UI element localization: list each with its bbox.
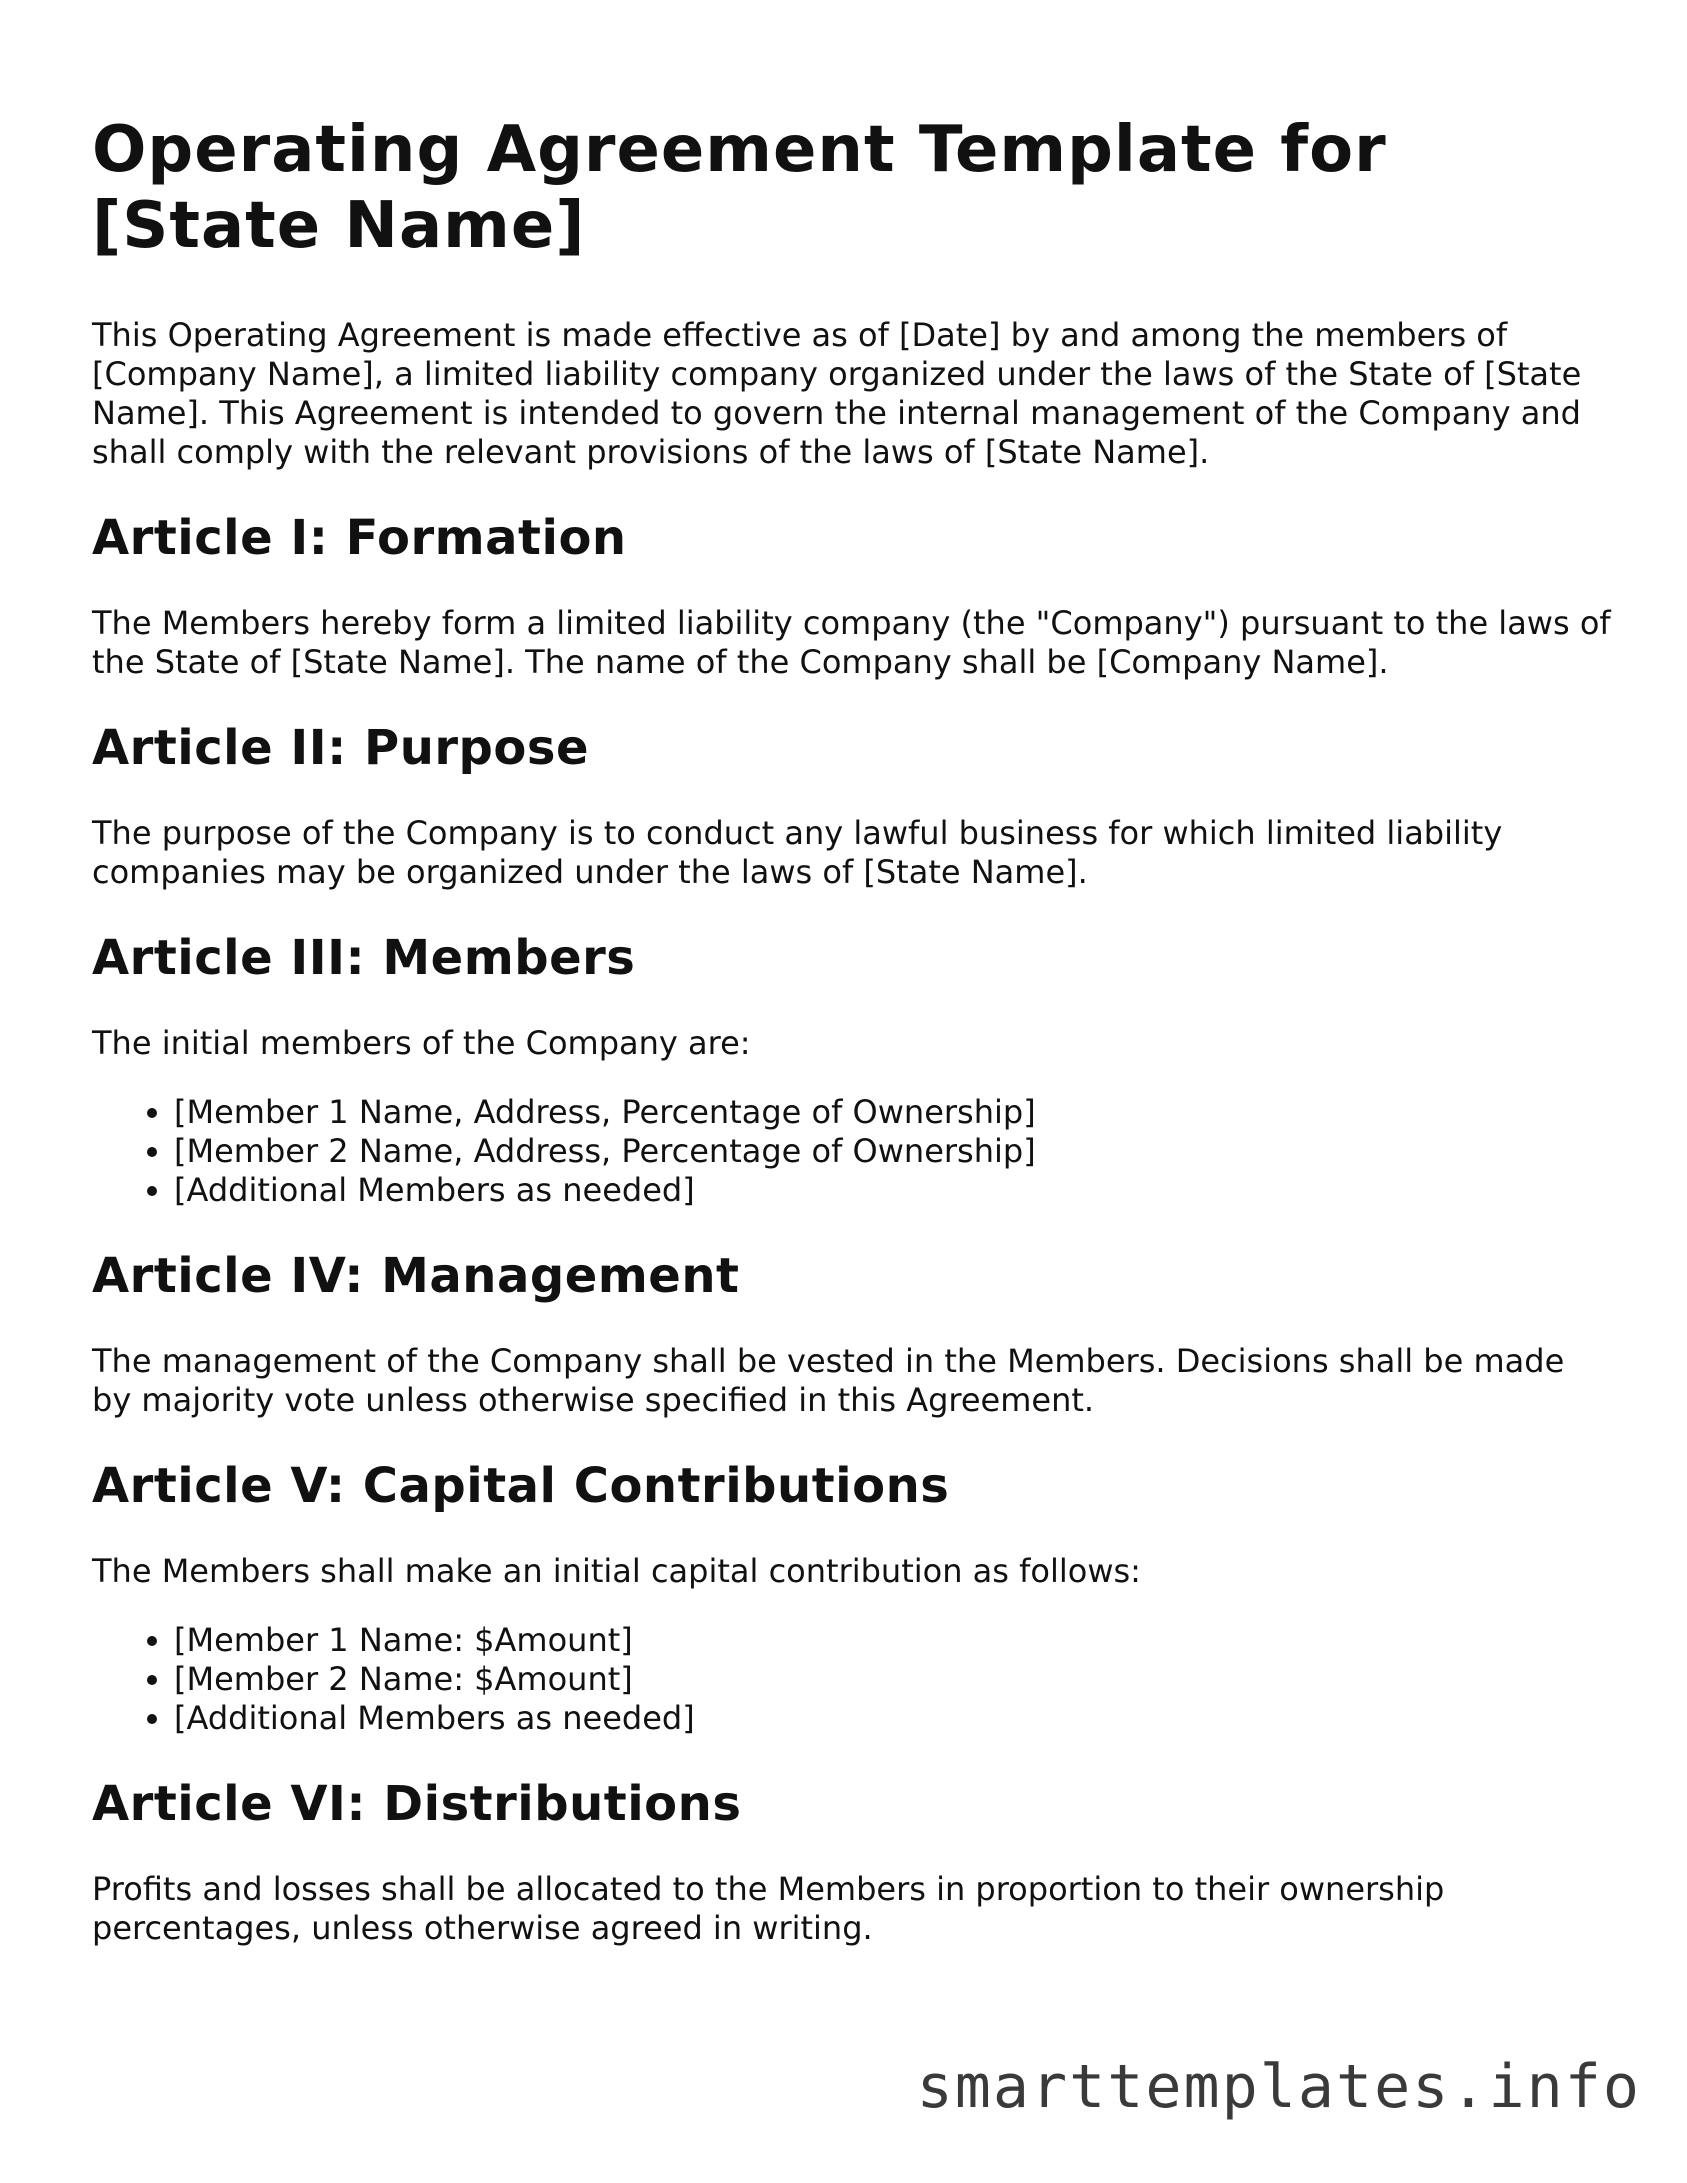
document-title: Operating Agreement Template for [State Name] <box>92 113 1387 263</box>
article-formation <box>92 510 1612 682</box>
intro-paragraph: This Operating Agreement is made effective as of [Date] by and among the members of [Company Name], a limited liability company organized under the laws of the State of [State Name]. This Agreement is intended to govern the internal management of the Company and shall comply with the relevant provisions of the laws of [State Name]. <box>92 316 1582 471</box>
list-item: • [Member 1 Name: $Amount] <box>174 1621 1612 1660</box>
list-item: • [Additional Members as needed] <box>174 1171 1612 1210</box>
article-text: Profits and losses shall be allocated to the Members in proportion to their ownership percentages, unless otherwise agreed in writing. <box>92 1870 1445 1947</box>
article-text: The initial members of the Company are: <box>92 1024 751 1062</box>
article-heading: Article V: Capital Contributions <box>92 1458 950 1514</box>
list-item: • [Member 2 Name: $Amount] <box>174 1660 1612 1699</box>
article-heading: Article II: Purpose <box>92 720 589 776</box>
article-distributions <box>92 1776 1612 1948</box>
article-text: The Members shall make an initial capital contribution as follows: <box>92 1552 1141 1590</box>
watermark: smarttemplates.info <box>916 2052 1641 2122</box>
article-text: The management of the Company shall be vested in the Members. Decisions shall be made by majority vote unless otherwise specified in this Agreement. <box>92 1342 1565 1419</box>
members-list <box>92 1093 1612 1210</box>
article-capital-contributions <box>92 1458 1612 1738</box>
article-text: The purpose of the Company is to conduct any lawful business for which limited liability companies may be organized under the laws of [State Name]. <box>92 814 1503 891</box>
article-purpose <box>92 720 1612 892</box>
article-management <box>92 1248 1612 1420</box>
list-item: • [Member 2 Name, Address, Percentage of Ownership] <box>174 1132 1612 1171</box>
article-text: The Members hereby form a limited liability company (the "Company") pursuant to the laws of the State of [State Name]. The name of the Company shall be [Company Name]. <box>92 604 1611 681</box>
contributions-list <box>92 1621 1612 1738</box>
list-item: • [Additional Members as needed] <box>174 1699 1612 1738</box>
list-item: • [Member 1 Name, Address, Percentage of Ownership] <box>174 1093 1612 1132</box>
document-page <box>92 112 1612 1986</box>
article-heading: Article I: Formation <box>92 510 627 566</box>
article-heading: Article VI: Distributions <box>92 1776 742 1832</box>
article-heading: Article IV: Management <box>92 1248 740 1304</box>
article-heading: Article III: Members <box>92 930 636 986</box>
article-members <box>92 930 1612 1210</box>
